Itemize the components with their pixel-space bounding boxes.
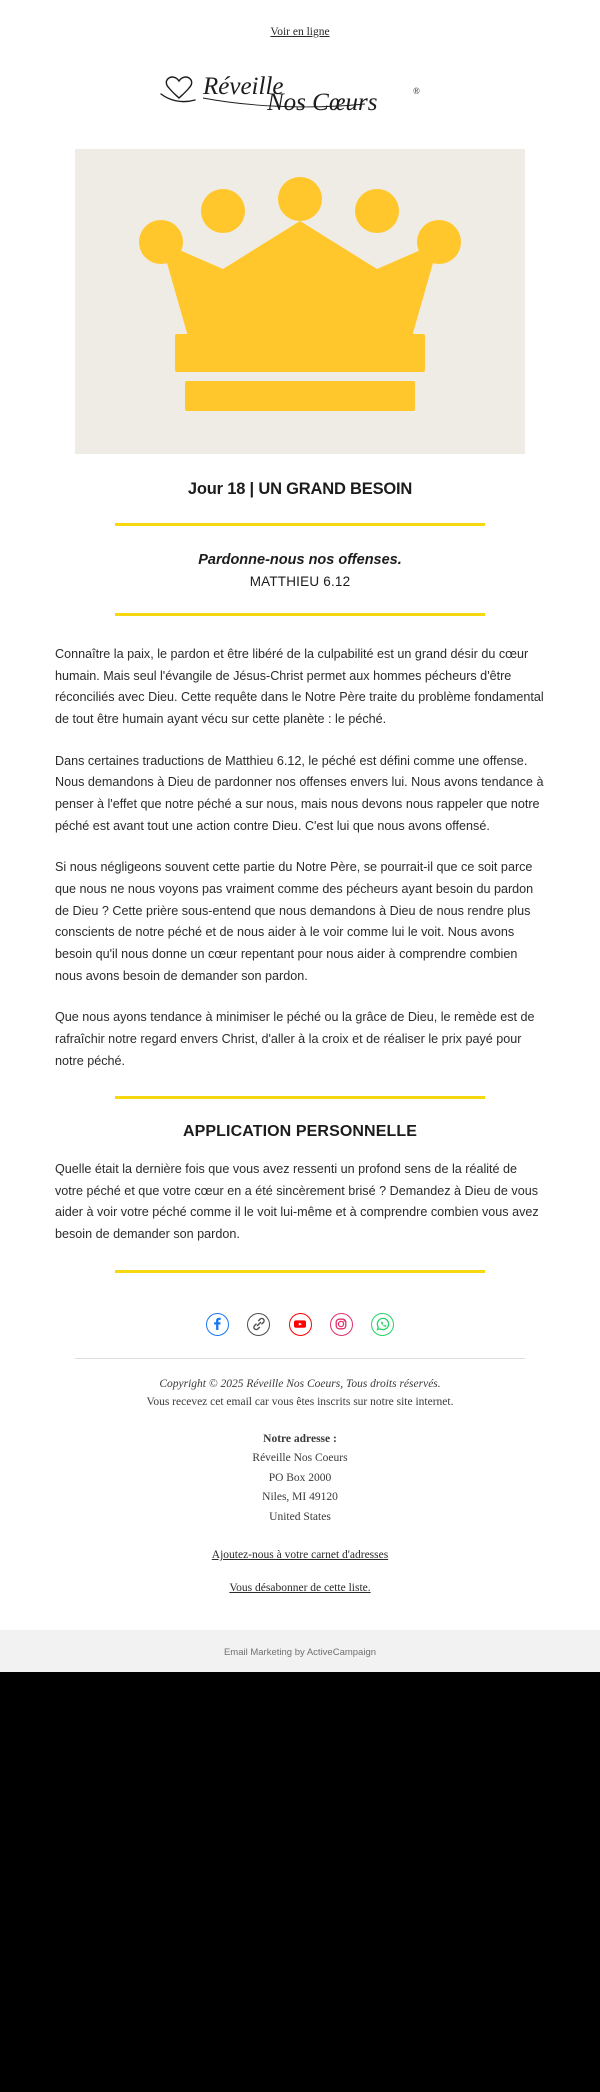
hero-image: [75, 149, 525, 454]
whatsapp-icon[interactable]: [371, 1313, 394, 1336]
footer-legal: [0, 1359, 600, 1412]
link-icon[interactable]: [247, 1313, 270, 1336]
application-body: [0, 1141, 600, 1246]
verse-reference: MATTHIEU 6.12: [249, 574, 351, 590]
page-title: Jour 18 | UN GRAND BESOIN: [187, 480, 413, 498]
service-credit-text: Email Marketing by ActiveCampaign: [223, 1647, 377, 1659]
paragraph: Si nous négligeons souvent cette partie du Notre Père, se pourrait-il que ce soit parce que nous ne nous voyons pas vraiment comme des pécheurs ayant besoin du pardon de Dieu ? Cette prière sous-entend que nous demandons à Dieu de nous rendre plus conscients de notre péché et de nous aider à le voir comme lui le voit. Nous avons besoin qu'il nous donne un cœur repentant pour nous aider à comprendre combien nous avons besoin de demander son pardon.: [55, 860, 534, 983]
facebook-icon[interactable]: [206, 1313, 229, 1336]
paragraph: Connaître la paix, le pardon et être libéré de la culpabilité est un grand désir du cœur humain. Mais seul l'évangile de Jésus-Christ permet aux hommes pécheurs d'être réconciliés avec Dieu. Cette requête dans le Notre Père traite du problème fondamental de tout être humain ayant vécu sur cette planète : le péché.: [55, 647, 544, 726]
paragraph: Que nous ayons tendance à minimiser le péché ou la grâce de Dieu, le remède est de rafraîchir notre regard envers Christ, d'aller à la croix et de réaliser le prix payé pour notre péché.: [55, 1010, 535, 1068]
divider-accent-verse: [115, 613, 485, 616]
social-links: [0, 1297, 600, 1350]
address-line: Réveille Nos Coeurs: [252, 1452, 348, 1465]
address-line: PO Box 2000: [268, 1471, 332, 1484]
logo-reveille-nos-coeurs-icon: [155, 64, 445, 122]
unsubscribe-link[interactable]: Vous désabonner de cette liste.: [229, 1582, 371, 1595]
verse-block: [0, 550, 600, 589]
paragraph: Dans certaines traductions de Matthieu 6.12, le péché est défini comme une offense. Nous demandons à Dieu de pardonner nos offenses envers lui. Nous avons tendance à penser à l'effet que notre péché a sur nous, mais nous devons nous rappeler que notre péché est avant tout une action contre Dieu. C'est lui que nous avons offensé.: [55, 753, 544, 833]
youtube-icon[interactable]: [289, 1313, 312, 1336]
application-title: APPLICATION PERSONNELLE: [182, 1123, 418, 1141]
svg-text:Réveille: Réveille: [203, 73, 284, 100]
svg-text:®: ®: [413, 86, 420, 96]
divider-accent-application: [115, 1096, 485, 1099]
address-line: Niles, MI 49120: [262, 1491, 338, 1504]
add-to-address-book-link[interactable]: Ajoutez-nous à votre carnet d'adresses: [211, 1549, 389, 1562]
article-body: [0, 640, 600, 1072]
instagram-icon[interactable]: [330, 1313, 353, 1336]
footer-address: [0, 1412, 600, 1528]
copyright-text: Copyright © 2025 Réveille Nos Coeurs, Tous droits réservés.: [159, 1377, 441, 1390]
crown-illustration-icon: [75, 149, 525, 454]
address-heading: Notre adresse :: [263, 1432, 337, 1445]
address-line: United States: [269, 1510, 331, 1523]
divider-accent-bottom: [115, 1270, 485, 1273]
verse-text: Pardonne-nous nos offenses.: [198, 552, 402, 568]
page-background-fill: [0, 1672, 600, 2092]
divider-accent-top: [115, 523, 485, 526]
svg-text:Nos Cœurs: Nos Cœurs: [267, 89, 378, 116]
service-credit-bar: [0, 1630, 600, 1672]
application-text: Quelle était la dernière fois que vous avez ressenti un profond sens de la réalité de votre péché et que votre cœur en a été sincèrement brisé ? Demandez à Dieu de vous aider à voir votre péché comme il le voit lui-même et à comprendre combien vous avez besoin de demander son pardon.: [55, 1162, 539, 1242]
subscription-reason: Vous recevez cet email car vous êtes inscrits sur notre site internet.: [146, 1396, 454, 1409]
view-online-link[interactable]: Voir en ligne: [270, 26, 330, 38]
brand-logo[interactable]: [0, 56, 600, 149]
